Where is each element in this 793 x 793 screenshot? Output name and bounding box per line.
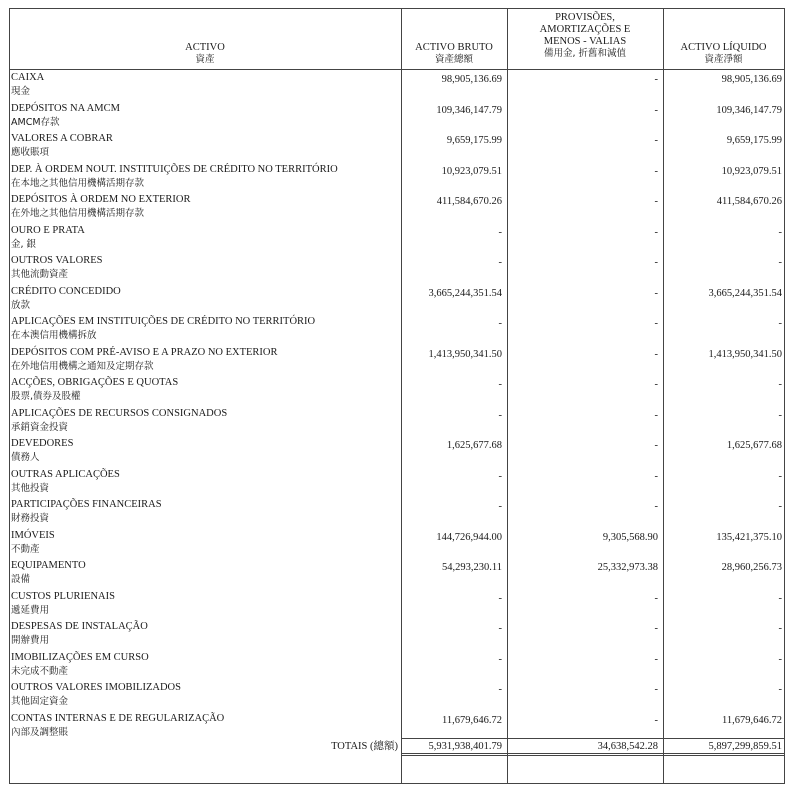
- cell-provisoes: 9,305,568.90: [602, 531, 658, 543]
- row-label-zh: 在本澳信用機構拆放: [11, 330, 97, 341]
- cell-activo-bruto: -: [498, 623, 502, 634]
- table-row: [0, 315, 793, 346]
- header-bruto: [401, 42, 507, 66]
- cell-activo-bruto: -: [498, 592, 502, 604]
- totals-bruto: 5,931,938,401.79: [428, 741, 502, 752]
- cell-activo-bruto: -: [498, 501, 502, 512]
- header-activo: [9, 42, 401, 66]
- table-row: [0, 132, 793, 163]
- totals-liquido: 5,897,299,859.51: [708, 741, 782, 752]
- cell-provisoes: -: [654, 714, 658, 726]
- row-label-zh: 債務人: [11, 452, 40, 463]
- cell-activo-liquido: -: [778, 318, 782, 329]
- row-label-zh: 股票,債券及股權: [11, 391, 81, 402]
- cell-activo-bruto: 1,625,677.68: [446, 440, 502, 451]
- table-row: [0, 102, 793, 133]
- cell-activo-bruto: -: [498, 318, 502, 329]
- row-label-zh: 金, 銀: [11, 238, 37, 250]
- row-label-zh: 開辦費用: [11, 635, 50, 646]
- cell-activo-bruto: 10,923,079.51: [441, 165, 502, 177]
- row-label-zh: 現金: [11, 86, 31, 97]
- table-row: [0, 620, 793, 651]
- cell-activo-bruto: 411,584,670.26: [436, 196, 502, 207]
- header-liquido-pt: ACTIVO LÍQUIDO: [680, 42, 767, 53]
- header-provisoes: [507, 12, 663, 60]
- row-label-pt: APLICAÇÕES EM INSTITUIÇÕES DE CRÉDITO NO TERRITÓRIO: [11, 316, 316, 327]
- row-label-zh: 在外地之其他信用機構活期存款: [11, 208, 145, 219]
- cell-activo-bruto: 1,413,950,341.50: [428, 348, 502, 360]
- cell-activo-liquido: -: [778, 409, 782, 421]
- row-label-pt: CONTAS INTERNAS E DE REGULARIZAÇÃO: [11, 712, 225, 724]
- row-label-zh: 在外地信用機構之通知及定期存款: [11, 360, 154, 372]
- cell-activo-liquido: -: [778, 592, 782, 604]
- cell-activo-liquido: 411,584,670.26: [716, 196, 782, 207]
- row-label-zh: 內部及調整賬: [11, 726, 69, 738]
- table-row: [0, 193, 793, 224]
- row-label-pt: IMÓVEIS: [11, 529, 55, 541]
- cell-activo-bruto: 54,293,230.11: [442, 562, 502, 573]
- header-liquido-zh: 資產淨額: [704, 54, 743, 65]
- row-label-zh: 其他流動資產: [11, 269, 69, 280]
- table-row: [0, 71, 793, 102]
- row-label-zh: 放款: [11, 299, 31, 311]
- row-label-zh: AMCM存款: [11, 116, 60, 128]
- cell-activo-bruto: 3,665,244,351.54: [428, 287, 502, 299]
- cell-activo-liquido: 9,659,175.99: [726, 135, 782, 146]
- row-label-zh: 不動產: [11, 543, 40, 555]
- cell-activo-liquido: 3,665,244,351.54: [708, 287, 782, 299]
- cell-provisoes: -: [654, 440, 658, 451]
- top-border: [9, 8, 785, 9]
- table-row: [0, 437, 793, 468]
- header-bruto-zh: 資產總額: [434, 54, 473, 65]
- row-label-pt: CUSTOS PLURIENAIS: [11, 590, 115, 602]
- cell-activo-bruto: -: [498, 684, 502, 695]
- row-label-pt: DESPESAS DE INSTALAÇÃO: [11, 621, 148, 632]
- row-label-pt: DEPÓSITOS COM PRÉ-AVISO E A PRAZO NO EXTERIOR: [11, 346, 278, 358]
- cell-activo-liquido: 1,413,950,341.50: [708, 348, 782, 360]
- row-label-pt: OUTROS VALORES IMOBILIZADOS: [11, 682, 181, 693]
- cell-provisoes: -: [654, 409, 658, 421]
- cell-activo-liquido: 10,923,079.51: [721, 165, 782, 177]
- header-prov-line2: AMORTIZAÇÕES E: [539, 24, 631, 35]
- row-label-pt: DEVEDORES: [11, 438, 74, 449]
- cell-provisoes: -: [654, 348, 658, 360]
- cell-activo-bruto: 98,905,136.69: [441, 74, 502, 85]
- cell-provisoes: -: [654, 318, 658, 329]
- cell-provisoes: -: [654, 501, 658, 512]
- row-label-pt: APLICAÇÕES DE RECURSOS CONSIGNADOS: [11, 407, 228, 419]
- cell-provisoes: -: [654, 74, 658, 85]
- cell-provisoes: -: [654, 470, 658, 482]
- header-bruto-pt: ACTIVO BRUTO: [415, 42, 493, 53]
- header-prov-line3: MENOS - VALIAS: [543, 36, 627, 47]
- row-label-zh: 其他固定資金: [11, 696, 69, 707]
- cell-activo-bruto: -: [498, 470, 502, 482]
- row-label-pt: OUTRAS APLICAÇÕES: [11, 468, 120, 480]
- row-label-pt: EQUIPAMENTO: [11, 560, 86, 571]
- row-label-zh: 其他投資: [11, 482, 50, 494]
- cell-provisoes: -: [654, 653, 658, 665]
- table-row: [0, 468, 793, 499]
- cell-provisoes: -: [654, 684, 658, 695]
- cell-provisoes: -: [654, 287, 658, 299]
- cell-activo-liquido: 28,960,256.73: [721, 562, 782, 573]
- cell-provisoes: 25,332,973.38: [597, 562, 658, 573]
- table-row: [0, 529, 793, 560]
- row-label-zh: 應收賬項: [11, 147, 50, 158]
- row-label-zh: 遞延費用: [11, 604, 50, 616]
- table-row: [0, 254, 793, 285]
- cell-activo-bruto: -: [498, 257, 502, 268]
- row-label-pt: IMOBILIZAÇÕES EM CURSO: [11, 651, 149, 663]
- cell-activo-bruto: -: [498, 379, 502, 390]
- cell-activo-bruto: 144,726,944.00: [436, 531, 502, 543]
- header-liquido: [663, 42, 784, 66]
- cell-activo-bruto: 109,346,147.79: [436, 104, 502, 116]
- table-row: [0, 651, 793, 682]
- cell-activo-liquido: 1,625,677.68: [726, 440, 782, 451]
- cell-provisoes: -: [654, 165, 658, 177]
- cell-activo-bruto: 11,679,646.72: [442, 714, 502, 726]
- totals-rule-bottom: [401, 753, 785, 754]
- totals-label: TOTAIS (總額): [331, 741, 398, 752]
- row-label-pt: OURO E PRATA: [11, 224, 85, 236]
- cell-activo-liquido: -: [778, 257, 782, 268]
- table-row: [0, 224, 793, 255]
- row-label-pt: PARTICIPAÇÕES FINANCEIRAS: [11, 499, 162, 510]
- bottom-border: [9, 783, 785, 784]
- cell-activo-liquido: -: [778, 501, 782, 512]
- table-row: [0, 407, 793, 438]
- row-label-zh: 財務投資: [11, 513, 50, 524]
- table-row: [0, 376, 793, 407]
- totals-prov: 34,638,542.28: [597, 741, 658, 752]
- cell-activo-liquido: 109,346,147.79: [716, 104, 782, 116]
- cell-activo-liquido: -: [778, 684, 782, 695]
- cell-activo-liquido: -: [778, 226, 782, 238]
- row-label-pt: DEPÓSITOS NA AMCM: [11, 102, 120, 114]
- row-label-zh: 在本地之其他信用機構活期存款: [11, 177, 145, 189]
- header-activo-pt: ACTIVO: [185, 42, 225, 53]
- cell-activo-liquido: -: [778, 623, 782, 634]
- cell-activo-liquido: -: [778, 470, 782, 482]
- cell-provisoes: -: [654, 379, 658, 390]
- row-label-pt: CRÉDITO CONCEDIDO: [11, 285, 121, 297]
- row-label-pt: ACÇÕES, OBRIGAÇÕES E QUOTAS: [11, 377, 179, 388]
- cell-activo-bruto: 9,659,175.99: [446, 135, 502, 146]
- header-prov-zh: 備用金, 折舊和減值: [543, 48, 627, 59]
- cell-activo-bruto: -: [498, 653, 502, 665]
- table-row: [0, 590, 793, 621]
- table-row: [0, 712, 793, 743]
- header-prov-line1: PROVISÕES,: [555, 12, 615, 23]
- cell-provisoes: -: [654, 135, 658, 146]
- table-row: [0, 498, 793, 529]
- cell-provisoes: -: [654, 623, 658, 634]
- cell-activo-liquido: -: [778, 379, 782, 390]
- cell-activo-bruto: -: [498, 409, 502, 421]
- cell-activo-liquido: 98,905,136.69: [721, 74, 782, 85]
- table-row: [0, 163, 793, 194]
- cell-provisoes: -: [654, 592, 658, 604]
- row-label-pt: DEP. À ORDEM NOUT. INSTITUIÇÕES DE CRÉDITO NO TERRITÓRIO: [11, 163, 338, 175]
- table-row: [0, 681, 793, 712]
- cell-provisoes: -: [654, 104, 658, 116]
- cell-activo-liquido: 11,679,646.72: [722, 714, 782, 726]
- row-label-pt: OUTROS VALORES: [11, 255, 103, 266]
- cell-provisoes: -: [654, 257, 658, 268]
- table-row: [0, 346, 793, 377]
- table-row: [0, 559, 793, 590]
- row-label-pt: VALORES A COBRAR: [11, 133, 113, 144]
- cell-provisoes: -: [654, 226, 658, 238]
- header-rule: [9, 69, 785, 70]
- row-label-pt: DEPÓSITOS À ORDEM NO EXTERIOR: [11, 194, 191, 205]
- cell-activo-liquido: 135,421,375.10: [716, 531, 782, 543]
- row-label-zh: 承銷資金投資: [11, 421, 69, 433]
- row-label-zh: 設備: [11, 574, 31, 585]
- header-activo-zh: 資產: [195, 54, 215, 65]
- table-row: [0, 285, 793, 316]
- row-label-zh: 未完成不動產: [11, 665, 69, 677]
- totals-rule-bottom2: [401, 755, 785, 756]
- cell-provisoes: -: [654, 196, 658, 207]
- row-label-pt: CAIXA: [11, 72, 45, 83]
- cell-activo-liquido: -: [778, 653, 782, 665]
- cell-activo-bruto: -: [498, 226, 502, 238]
